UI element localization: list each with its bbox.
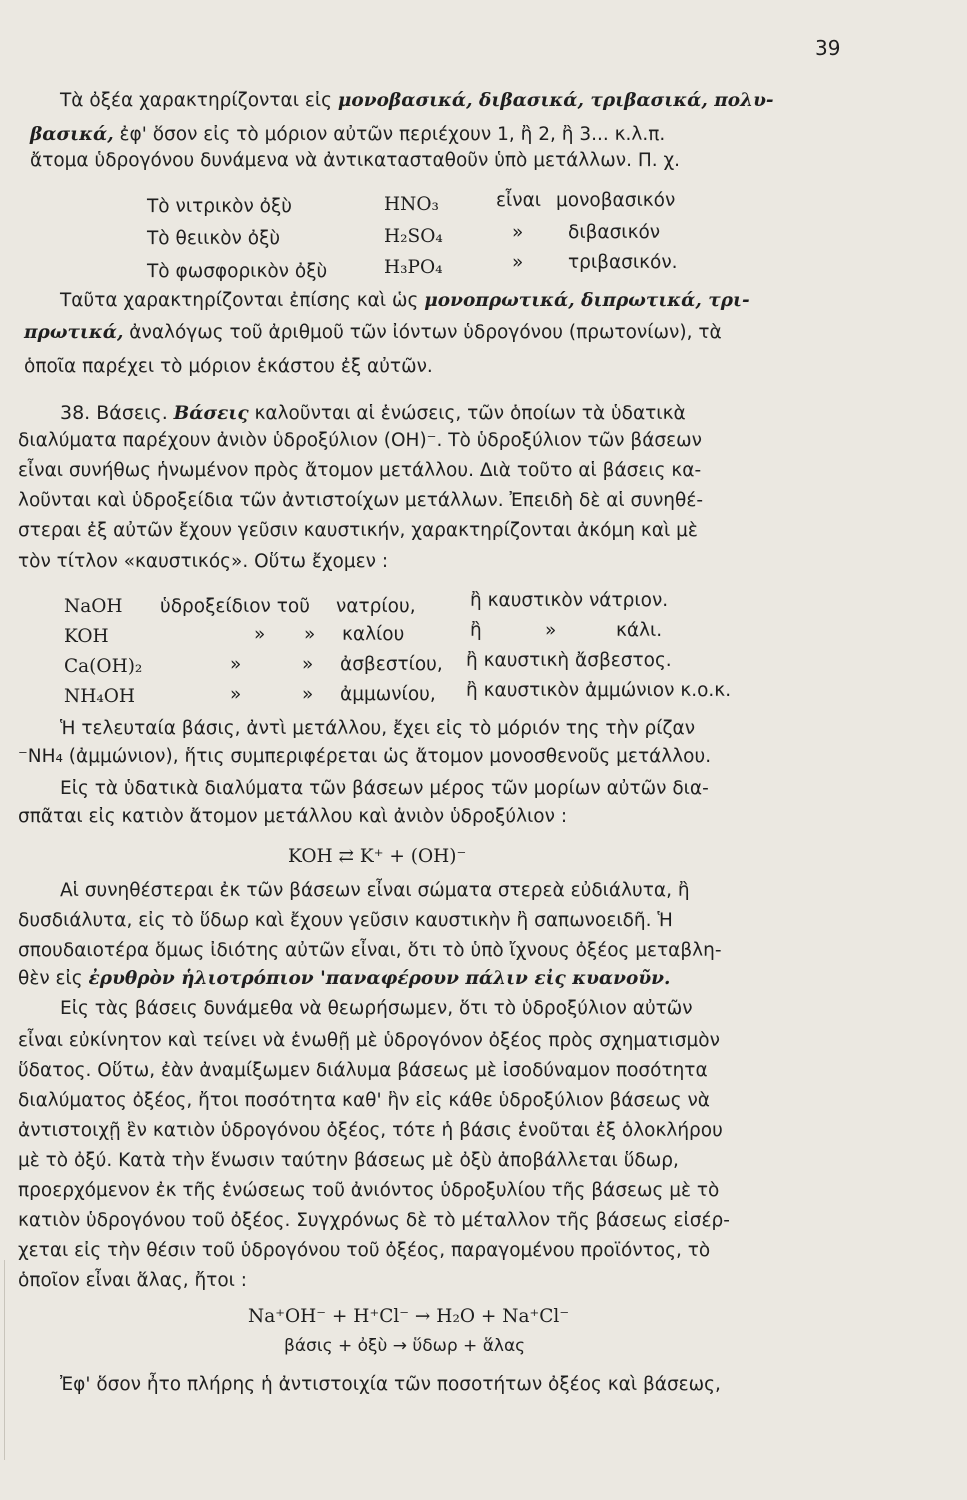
section-38-line-4: λοῦνται καὶ ὑδροξείδια τῶν ἀντιστοίχων μετάλλων. Ἐπειδὴ δὲ αἱ συνηθέ- bbox=[18, 490, 704, 511]
section-term: Βάσεις bbox=[173, 403, 249, 424]
page-number: 39 bbox=[815, 36, 841, 60]
base-col-c: ἢ καυστικὴ ἄσβεστος. bbox=[466, 650, 672, 671]
properties-line-2: δυσδιάλυτα, εἰς τὸ ὕδωρ καὶ ἔχουν γεῦσιν καυστικὴν ἢ σαπωνοειδῆ. Ἡ bbox=[18, 910, 673, 931]
properties-line-1: Αἱ συνηθέστεραι ἐκ τῶν βάσεων εἶναι σώματα στερεὰ εὐδιάλυτα, ἢ bbox=[60, 880, 690, 901]
neutral-line-8: κατιὸν ὑδρογόνου τοῦ ὀξέος. Συγχρόνως δὲ τὸ μέταλλον τῆς βάσεως εἰσέρ- bbox=[18, 1210, 730, 1231]
protic-line-3: ὁποῖα παρέχει τὸ μόριον ἑκάστου ἐξ αὐτῶν. bbox=[24, 356, 433, 377]
base-col-b: νατρίου, bbox=[336, 596, 416, 617]
neutral-line-9: χεται εἰς τὴν θέσιν τοῦ ὑδρογόνου τοῦ ὀξέος, παραγομένου προϊόντος, τὸ bbox=[18, 1240, 711, 1261]
equation-dissociation: KOH ⇄ K⁺ + (OH)⁻ bbox=[288, 846, 467, 867]
acid-row-formula: H₂SO₄ bbox=[384, 226, 443, 247]
ammonium-line-2: ⁻NH₄ (ἀμμώνιον), ἥτις συμπεριφέρεται ὡς ἄτομον μονοσθενοῦς μετάλλου. bbox=[18, 746, 712, 767]
section-38-line-1 bbox=[60, 402, 686, 424]
section-38-line-6: τὸν τίτλον «καυστικός». Οὕτω ἔχομεν : bbox=[18, 551, 389, 572]
protic-line-1 bbox=[60, 290, 750, 311]
base-formula: Ca(OH)₂ bbox=[64, 656, 143, 677]
last-line: Ἐφ' ὅσον ἦτο πλήρης ἡ ἀντιστοιχία τῶν ποσοτήτων ὀξέος καὶ βάσεως, bbox=[60, 1374, 721, 1395]
acids-line-3: ἄτομα ὑδρογόνου δυνάμενα νὰ ἀντικατασταθοῦν ὑπὸ μετάλλων. Π. χ. bbox=[30, 150, 681, 171]
base-col-a2: » bbox=[302, 654, 314, 675]
base-col-a: » bbox=[230, 654, 242, 675]
base-col-b: ἀμμωνίου, bbox=[340, 684, 436, 705]
protic-line-2-bold: πρωτικά, bbox=[24, 322, 124, 343]
acid-row-type: τριβασικόν. bbox=[568, 252, 678, 273]
protic-line-2-text: ἀναλόγως τοῦ ἀριθμοῦ τῶν ἰόντων ὑδρογόνου (πρωτονίων), τὰ bbox=[123, 322, 722, 343]
base-col-b: ἀσβεστίου, bbox=[340, 654, 443, 675]
acids-line-1-text: Τὰ ὀξέα χαρακτηρίζονται εἰς bbox=[60, 90, 338, 111]
protic-line-2 bbox=[24, 322, 722, 343]
protic-line-1-bold: μονοπρωτικά, διπρωτικά, τρι- bbox=[424, 290, 750, 311]
base-col-c: ἢ καυστικὸν ἀμμώνιον κ.ο.κ. bbox=[466, 680, 732, 701]
protic-line-1-text: Ταῦτα χαρακτηρίζονται ἐπίσης καὶ ὡς bbox=[60, 290, 425, 311]
base-formula: KOH bbox=[64, 626, 109, 647]
acid-row-name: Τὸ νιτρικὸν ὀξὺ bbox=[147, 196, 293, 217]
acids-line-1-bold: μονοβασικά, διβασικά, τριβασικά, πολυ- bbox=[337, 90, 774, 111]
section-38-line-2: διαλύματα παρέχουν ἀνιὸν ὑδροξύλιον (OH)⁻. Τὸ ὑδροξύλιον τῶν βάσεων bbox=[18, 430, 702, 451]
acids-line-2-bold: βασικά, bbox=[30, 124, 114, 145]
neutral-line-4: διαλύματος ὀξέος, ἤτοι ποσότητα καθ' ἣν εἰς κάθε ὑδροξύλιον βάσεως νὰ bbox=[18, 1090, 711, 1111]
acid-row-ditto: εἶναι bbox=[496, 190, 542, 211]
neutral-line-3: ὕδατος. Οὕτω, ἐὰν ἀναμίξωμεν διάλυμα βάσεως μὲ ἰσοδύναμον ποσότητα bbox=[18, 1060, 708, 1081]
base-col-a: ὑδροξείδιον τοῦ bbox=[160, 596, 310, 617]
neutral-line-6: μὲ τὸ ὀξύ. Κατὰ τὴν ἕνωσιν ταύτην βάσεως μὲ ὀξὺ ἀποβάλλεται ὕδωρ, bbox=[18, 1150, 679, 1171]
acid-row-formula: HNO₃ bbox=[384, 194, 439, 215]
acids-line-1 bbox=[60, 90, 774, 111]
base-col-a2: » bbox=[302, 684, 314, 705]
equation-neutralisation-words: βάσις + ὀξὺ → ὕδωρ + ἅλας bbox=[284, 1336, 526, 1356]
equation-neutralisation: Na⁺OH⁻ + H⁺Cl⁻ → H₂O + Na⁺Cl⁻ bbox=[248, 1306, 570, 1327]
ammonium-line-3: Εἰς τὰ ὑδατικὰ διαλύματα τῶν βάσεων μέρος τῶν μορίων αὐτῶν δια- bbox=[60, 778, 709, 799]
acid-row-ditto: » bbox=[512, 252, 524, 273]
properties-line-3: σπουδαιοτέρα ὅμως ἰδιότης αὐτῶν εἶναι, ὅτι τὸ ὑπὸ ἴχνους ὀξέος μεταβλη- bbox=[18, 940, 722, 961]
acids-line-2 bbox=[30, 124, 665, 145]
acid-row-type: μονοβασικόν bbox=[556, 190, 676, 211]
properties-line-4-text: θὲν εἰς bbox=[18, 968, 89, 989]
base-col-c: ἢ bbox=[470, 620, 482, 641]
base-formula: NH₄OH bbox=[64, 686, 136, 707]
acid-row-formula: H₃PO₄ bbox=[384, 257, 443, 278]
section-38-line-5: στεραι ἐξ αὐτῶν ἔχουν γεῦσιν καυστικήν, χαρακτηρίζονται ἀκόμη καὶ μὲ bbox=[18, 520, 698, 541]
acid-row-name: Τὸ φωσφορικὸν ὀξὺ bbox=[147, 261, 328, 282]
ammonium-line-1: Ἡ τελευταία βάσις, ἀντὶ μετάλλου, ἔχει εἰς τὸ μόριόν της τὴν ρίζαν bbox=[60, 718, 696, 739]
base-col-c2: » bbox=[545, 620, 557, 641]
base-col-a: » bbox=[230, 684, 242, 705]
section-38-line-1-text: καλοῦνται αἱ ἑνώσεις, τῶν ὁποίων τὰ ὑδατικὰ bbox=[248, 403, 686, 424]
base-formula: NaOH bbox=[64, 596, 123, 617]
properties-line-4 bbox=[18, 968, 670, 989]
acids-line-2-text: ἐφ' ὅσον εἰς τὸ μόριον αὐτῶν περιέχουν 1, ἢ 2, ἢ 3... κ.λ.π. bbox=[113, 124, 666, 145]
base-col-c: ἢ καυστικὸν νάτριον. bbox=[470, 590, 669, 611]
neutral-line-5: ἀντιστοιχῇ ἓν κατιὸν ὑδρογόνου ὀξέος, τότε ἡ βάσις ἑνοῦται ἐξ ὁλοκλήρου bbox=[18, 1120, 723, 1141]
section-heading: 38. Βάσεις. bbox=[60, 402, 168, 424]
base-col-c3: κάλι. bbox=[616, 620, 663, 641]
ammonium-line-4: σπᾶται εἰς κατιὸν ἄτομον μετάλλου καὶ ἀνιὸν ὑδροξύλιον : bbox=[18, 806, 568, 827]
base-col-b: καλίου bbox=[342, 624, 405, 645]
neutral-line-10: ὁποῖον εἶναι ἅλας, ἤτοι : bbox=[18, 1270, 248, 1291]
properties-line-4-bold: ἐρυθρὸν ἡλιοτρόπιον 'παναφέρουν πάλιν εἰς κυανοῦν. bbox=[88, 968, 671, 989]
base-col-a: » bbox=[254, 624, 266, 645]
neutral-line-2: εἶναι εὐκίνητον καὶ τείνει νὰ ἑνωθῇ μὲ ὑδρογόνον ὀξέος πρὸς σχηματισμὸν bbox=[18, 1030, 720, 1051]
acid-row-name: Τὸ θειικὸν ὀξὺ bbox=[147, 228, 281, 249]
page-edge-line bbox=[4, 1260, 5, 1460]
acid-row-ditto: » bbox=[512, 222, 524, 243]
neutral-line-7: προερχόμενον ἐκ τῆς ἑνώσεως τοῦ ἀνιόντος ὑδροξυλίου τῆς βάσεως μὲ τὸ bbox=[18, 1180, 720, 1201]
section-38-line-3: εἶναι συνήθως ἡνωμένον πρὸς ἄτομον μετάλλου. Διὰ τοῦτο αἱ βάσεις κα- bbox=[18, 460, 702, 481]
acid-row-type: διβασικόν bbox=[568, 222, 661, 243]
base-col-a2: » bbox=[304, 624, 316, 645]
neutral-line-1: Εἰς τὰς βάσεις δυνάμεθα νὰ θεωρήσωμεν, ὅτι τὸ ὑδροξύλιον αὐτῶν bbox=[60, 998, 693, 1019]
